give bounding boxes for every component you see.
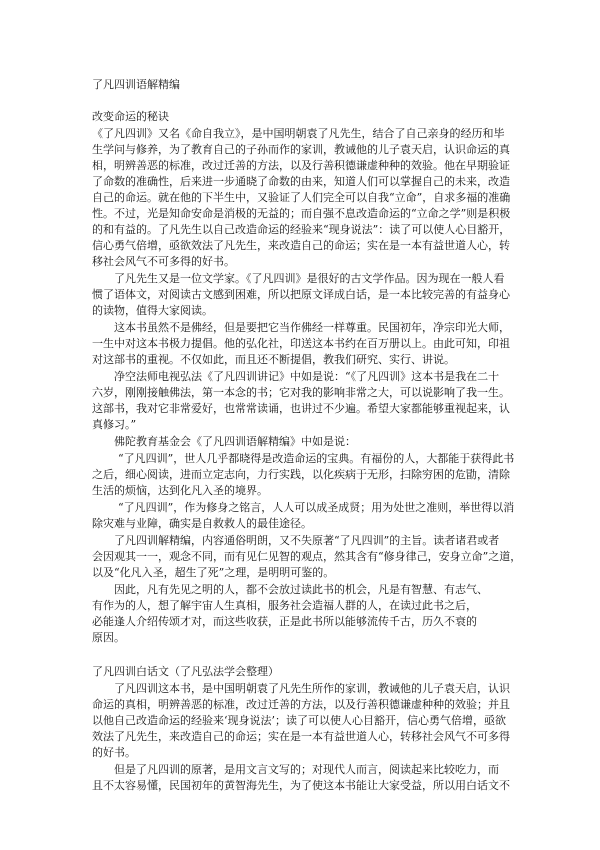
paragraph-line: 除灾难与业障，确实是自救救人的最佳途径。: [92, 517, 312, 530]
paragraph-line: 生学问与修养，为了教育自己的子孙而作的家训，教诫他的儿子袁天启，认识命运的真: [92, 143, 510, 156]
paragraph-line: 的好书。: [92, 746, 136, 759]
paragraph-line: 的读物，值得大家阅读。: [92, 304, 213, 317]
paragraph-line: 相，明辨善恶的标准，改过迁善的方法，以及行善积德谦虚种种的效验。他在早期验证: [92, 159, 510, 172]
paragraph-line: 效法了凡先生，来改造自己的命运；实在是一本有益世道人心，转移社会风气不可多得: [92, 730, 510, 743]
paragraph-line: 六岁，刚刚接触佛法，第一本念的书；它对我的影响非常之大，可以说影响了我一生。: [92, 386, 510, 399]
paragraph-line: 这部书，我对它非常爱好，也常常读诵，也讲过不少遍。希望大家都能够重视起来，认: [92, 402, 510, 415]
paragraph-line: 一生中对这本书极力提倡。他的弘化社，印送这本书约在百万册以上。由此可知，印祖: [92, 337, 510, 350]
paragraph-line: 性。不过，光是知命安命是消极的无益的；而自强不息改造命运的“立命之学”则是积极: [92, 207, 511, 220]
paragraph-line: 对这部书的重视。不仅如此，而且还不断提倡，教我们研究、实行、讲说。: [92, 353, 455, 366]
paragraph-line: 原因。: [92, 631, 125, 644]
paragraph-line: 生活的烦恼，达到化凡入圣的境界。: [92, 484, 268, 497]
paragraph-line: 命运的真相，明辨善恶的标准，改过迁善的方法，以及行善积德谦虚种种的效验；并且: [92, 698, 510, 711]
paragraph-line: 净空法师电视弘法《了凡四训讲记》中如是说：“《了凡四训》这本书是我在二十: [114, 370, 500, 383]
paragraph-line: 了凡四训解精编，内容通俗明朗，又不失原著“了凡四训”的主旨。读者诸君或者: [114, 534, 500, 547]
section-heading: 改变命运的秘诀: [92, 110, 169, 123]
paragraph-line: 有作为的人，想了解宇宙人生真相，服务社会造福人群的人，在读过此书之后，: [92, 599, 477, 612]
document-title: 了凡四训语解精编: [92, 78, 180, 91]
paragraph-line: 了命数的准确性，后来进一步通晓了命数的由来，知道人们可以掌握自己的未来，改造: [92, 175, 510, 188]
paragraph-line: 真修习。”: [92, 418, 137, 431]
paragraph-line: 信心勇气倍增，亟欲效法了凡先生，来改造自己的命运；实在是一本有益世道人心，转: [92, 239, 510, 252]
paragraph-line: 以及“化凡入圣，超生了死”之理，是明明可鉴的。: [92, 566, 335, 579]
paragraph-line: 会因观其一一，观念不同，而有见仁见智的观点，然其含有“修身律己，安身立命”之道，: [92, 550, 522, 563]
paragraph-line: 以他自己改造命运的经验来‘现身说法’；读了可以使人心目豁开，信心勇气倍增，亟欲: [92, 714, 506, 727]
paragraph-line: 惯了语体文，对阅读古文感到困难，所以把原文译成白话，是一本比较完善的有益身心: [92, 288, 510, 301]
paragraph-line: 但是了凡四训的原著，是用文言文写的；对现代人而言，阅读起来比较吃力，而: [114, 763, 499, 776]
paragraph-line: 自己的命运。就在他的下半生中，又验证了人们完全可以自我“立命”，自求多福的准确: [92, 191, 511, 204]
paragraph-line: 了凡先生又是一位文学家。《了凡四训》是很好的古文学作品。因为现在一般人看: [114, 272, 505, 285]
paragraph-line: 这本书虽然不是佛经，但是要把它当作佛经一样尊重。民国初年，净宗印光大师，: [114, 321, 510, 334]
paragraph-line: 之后，细心阅读，进而立定志向，力行实践，以化疾病于无形，扫除穷困的危勖，清除: [92, 468, 510, 481]
paragraph-line: 且不太容易懂，民国初年的黄智海先生，为了使这本书能让大家受益，所以用白话文不: [92, 779, 510, 792]
paragraph-line: 必能逢人介绍传颂才对，而这些收获，正是此书所以能够流传千古，历久不衰的: [92, 615, 477, 628]
paragraph-line: 因此，凡有先见之明的人，都不会放过读此书的机会，凡是有智慧、有志气、: [114, 583, 488, 596]
paragraph-line: 佛陀教育基金会《了凡四训语解精编》中如是说：: [114, 435, 356, 448]
paragraph-line: 的和有益的。了凡先生以自己改造命运的经验来“现身说法”：读了可以使人心目豁开，: [92, 223, 511, 236]
paragraph-line: 移社会风气不可多得的好书。: [92, 255, 235, 268]
paragraph-line: “了凡四训”，作为修身之铭言，人人可以成圣成贤；用为处世之准则，举世得以消: [118, 501, 515, 514]
paragraph-line: 了凡四训这本书，是中国明朝袁了凡先生所作的家训，教诫他的儿子袁天启，认识: [114, 682, 510, 695]
paragraph-line: 《了凡四训》又名《命自我立》，是中国明朝袁了凡先生，结合了自己亲身的经历和毕: [92, 127, 505, 140]
paragraph-line: “了凡四训”，世人几乎都晓得是改造命运的宝典。有福份的人，大都能于获得此书: [118, 452, 515, 465]
section-heading: 了凡四训白话文（了凡弘法学会整理）: [92, 665, 279, 678]
